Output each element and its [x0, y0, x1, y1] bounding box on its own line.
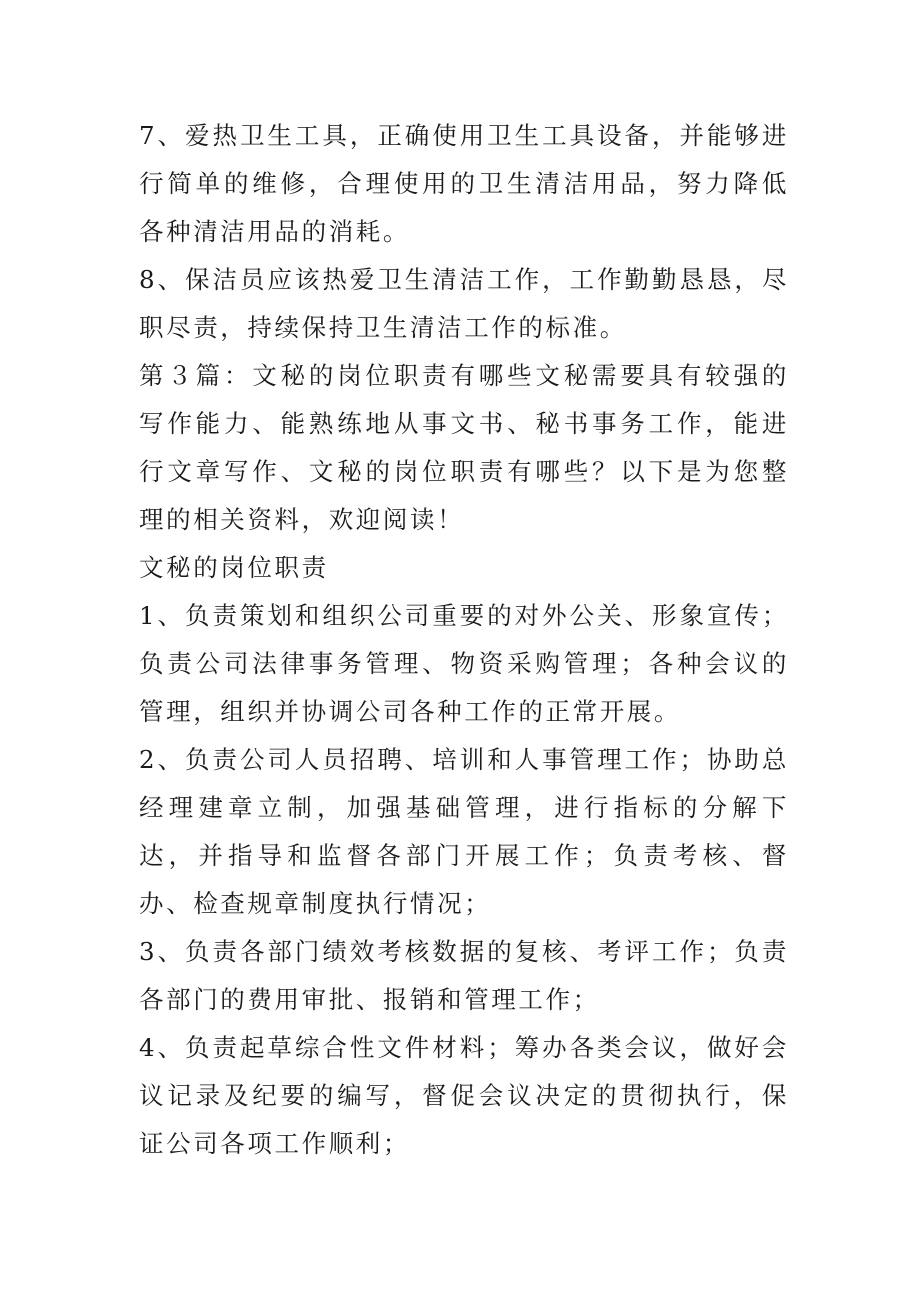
duty-item-1: 1、负责策划和组织公司重要的对外公关、形象宣传；负责公司法律事务管理、物资采购管理；各种会议的管理，组织并协调公司各种工作的正常开展。 — [139, 601, 789, 726]
section-heading: 文秘的岗位职责 — [139, 553, 329, 582]
paragraph-item-7: 7、爱热卫生工具，正确使用卫生工具设备，并能够进行简单的维修，合理使用的卫生清洁用品，努力降低各种清洁用品的消耗。 — [139, 121, 789, 246]
paragraph-item-8: 8、保洁员应该热爱卫生清洁工作，工作勤勤恳恳，尽职尽责，持续保持卫生清洁工作的标准。 — [139, 265, 789, 342]
document-body — [139, 112, 789, 1168]
duty-item-3: 3、负责各部门绩效考核数据的复核、考评工作；负责各部门的费用审批、报销和管理工作； — [139, 937, 789, 1014]
duty-item-4: 4、负责起草综合性文件材料；筹办各类会议，做好会议记录及纪要的编写，督促会议决定的贯彻执行，保证公司各项工作顺利； — [139, 1033, 789, 1158]
article-3-intro: 第３篇：文秘的岗位职责有哪些文秘需要具有较强的写作能力、能熟练地从事文书、秘书事务工作，能进行文章写作、文秘的岗位职责有哪些？以下是为您整理的相关资料，欢迎阅读！ — [139, 361, 789, 534]
duty-item-2: 2、负责公司人员招聘、培训和人事管理工作；协助总经理建章立制，加强基础管理，进行指标的分解下达，并指导和监督各部门开展工作；负责考核、督办、检查规章制度执行情况； — [139, 745, 789, 918]
